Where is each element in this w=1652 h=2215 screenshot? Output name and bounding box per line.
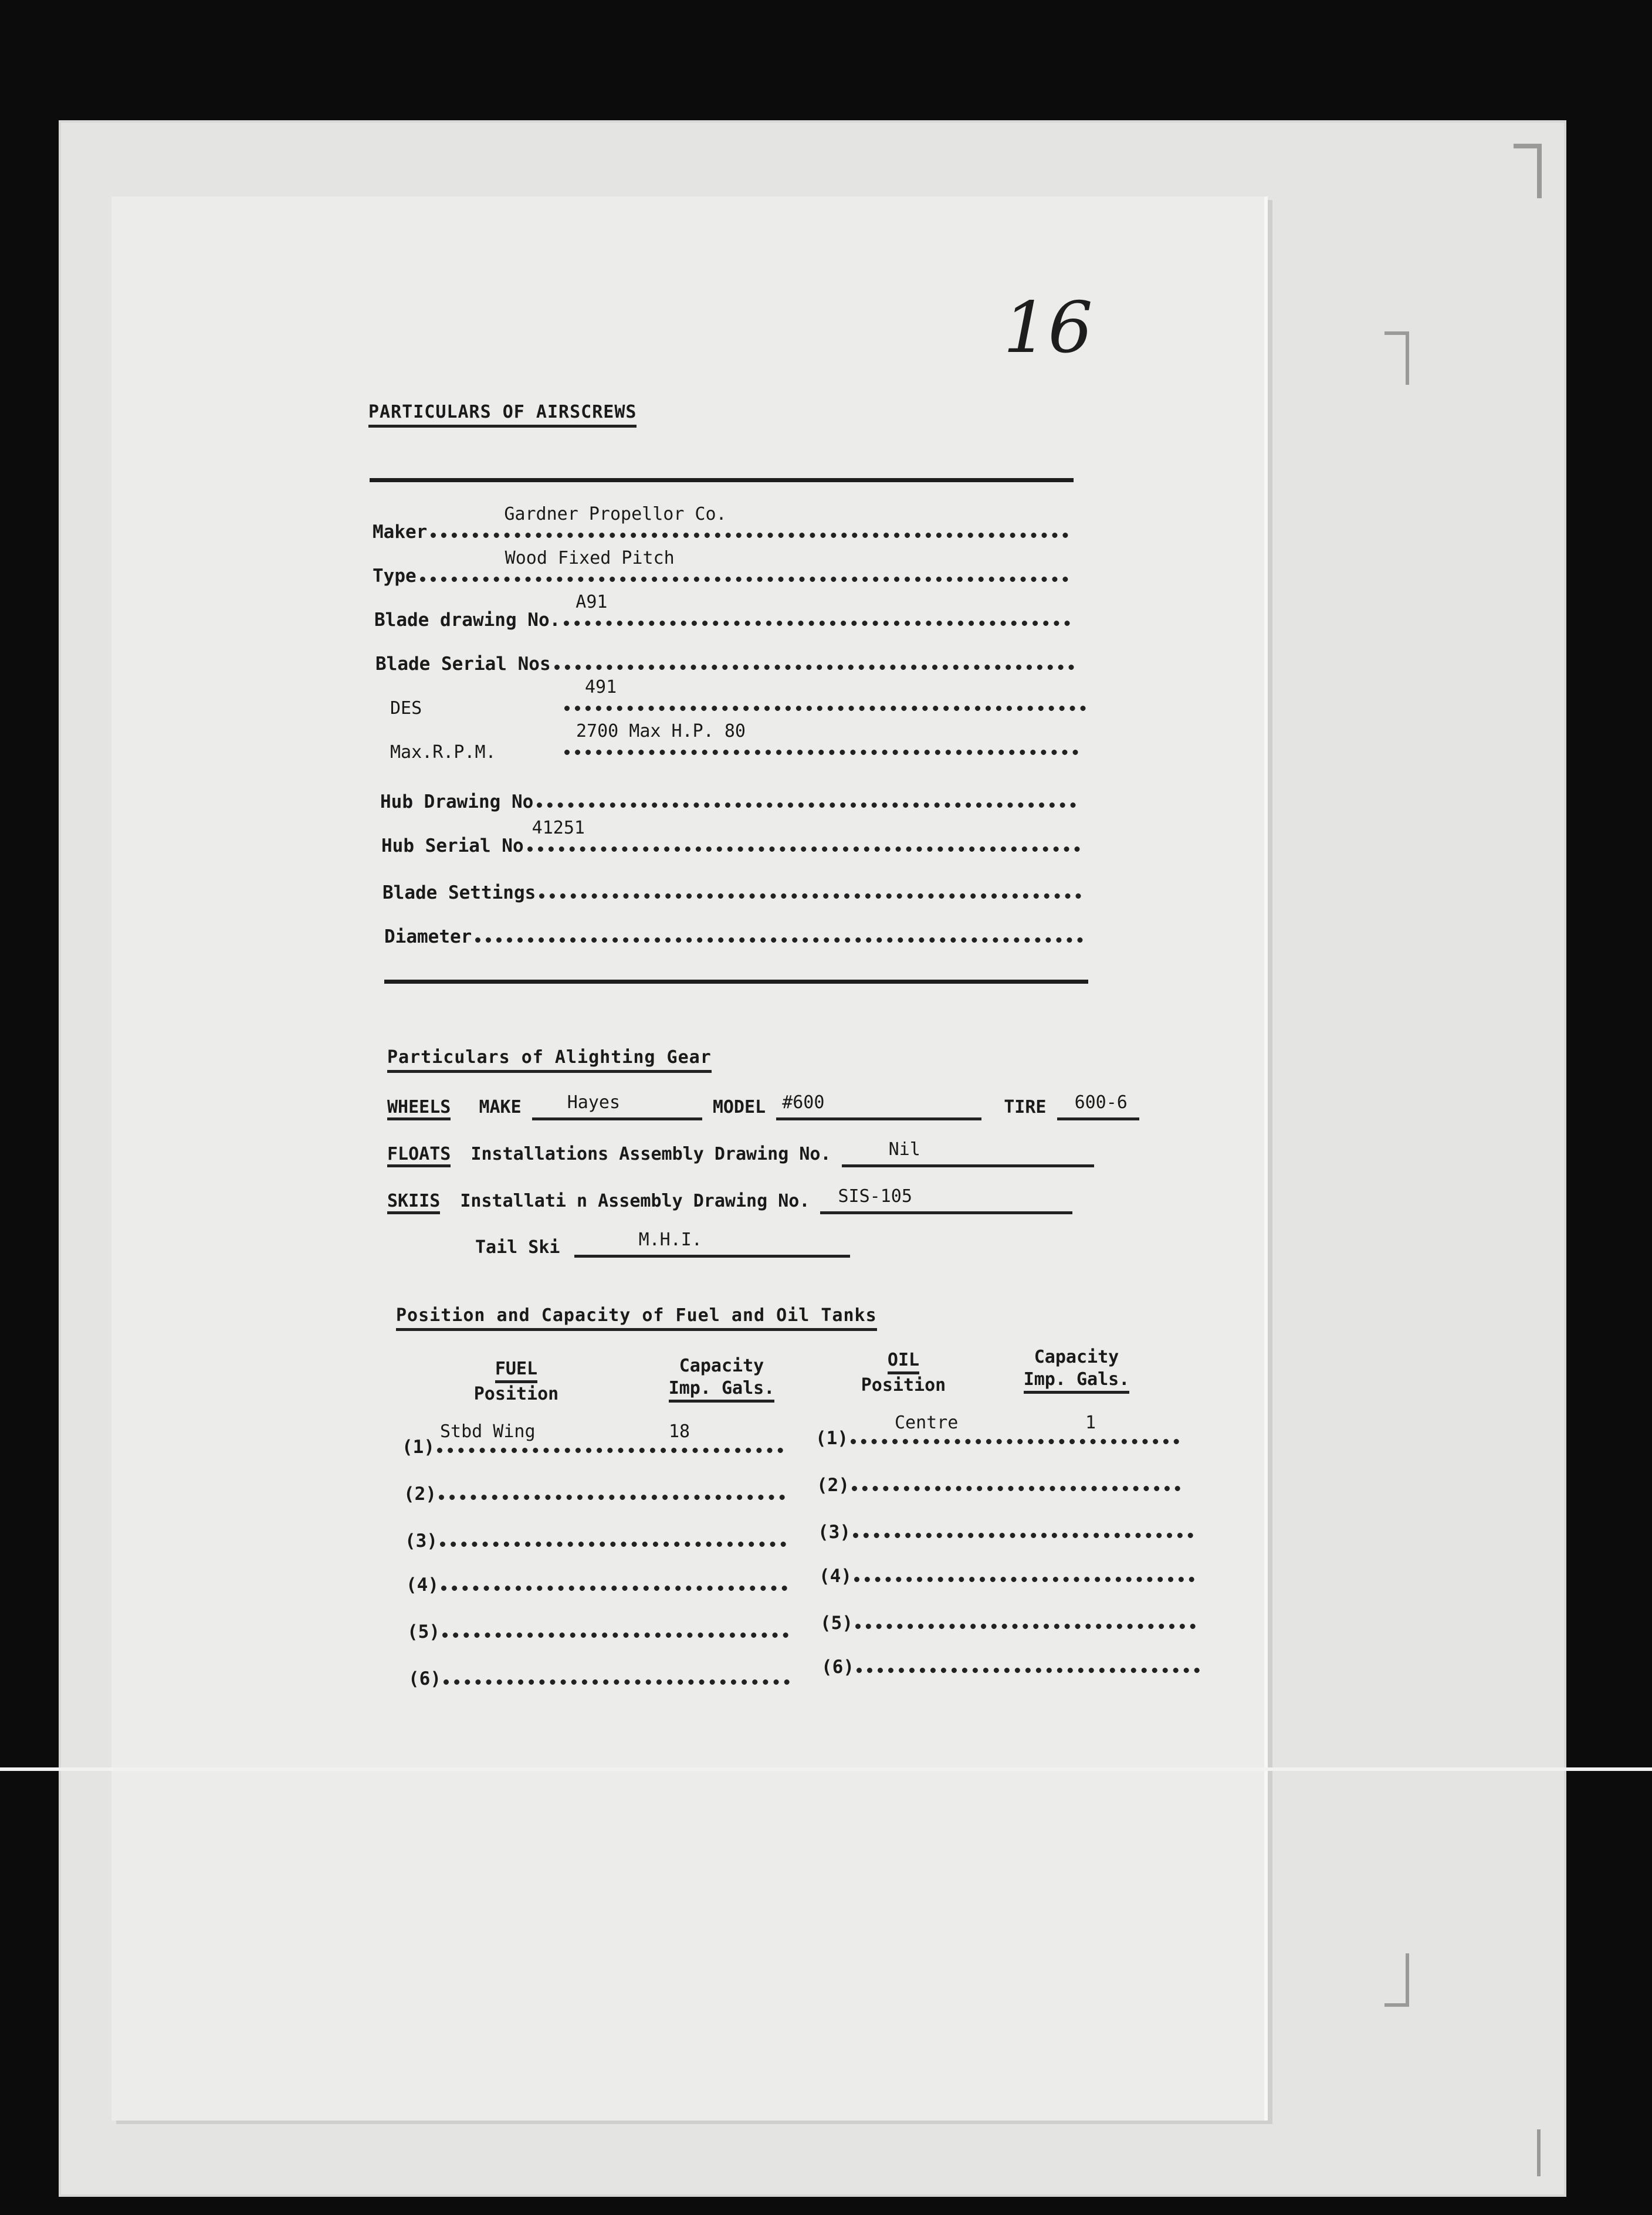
- skis-value: SIS-105: [838, 1186, 912, 1207]
- maker-field: Maker Gardner Propellor Co.: [373, 519, 1071, 543]
- skis-row: SKIIS Installati n Assembly Drawing No. SIS-105: [387, 1191, 1072, 1214]
- oil-row: (5): [820, 1610, 1196, 1634]
- oil-column-header: OIL Position: [861, 1350, 946, 1396]
- blade-drawing-value: A91: [576, 592, 608, 612]
- tail-ski-value: M.H.I.: [638, 1230, 702, 1250]
- max-rpm-value: 2700 Max H.P. 80: [576, 721, 746, 741]
- airscrews-heading: PARTICULARS OF AIRSCREWS: [368, 402, 637, 428]
- tanks-heading: Position and Capacity of Fuel and Oil Tanks: [396, 1305, 877, 1331]
- wheels-tire-value: 600-6: [1074, 1092, 1128, 1113]
- hub-serial-value: 41251: [532, 818, 585, 838]
- oil-row: (4): [819, 1563, 1194, 1587]
- max-rpm-field: [564, 721, 1081, 760]
- top-rule: [370, 478, 1074, 482]
- max-rpm-label: Max.R.P.M.: [390, 742, 496, 763]
- floats-row: FLOATS Installations Assembly Drawing No. Nil: [387, 1144, 1094, 1167]
- hub-drawing-field: Hub Drawing No: [380, 789, 1078, 812]
- blade-drawing-field: Blade drawing No. A91: [374, 607, 1072, 631]
- oil-row: (3): [818, 1519, 1193, 1543]
- corner-mark: [1514, 144, 1542, 198]
- hub-serial-field: Hub Serial No 41251: [381, 833, 1082, 856]
- fuel-row: (1) Stbd Wing 18: [402, 1434, 783, 1458]
- oil-position-value: Centre: [895, 1413, 959, 1433]
- fuel-column-header: FUEL Position: [473, 1359, 559, 1404]
- fuel-position-value: Stbd Wing: [440, 1421, 536, 1442]
- fuel-row: (3): [405, 1528, 786, 1552]
- floats-value: Nil: [888, 1139, 920, 1160]
- oil-row: (2): [817, 1472, 1180, 1496]
- maker-value: Gardner Propellor Co.: [504, 504, 727, 524]
- fuel-row: (2): [404, 1481, 785, 1505]
- type-field: Type Wood Fixed Pitch: [373, 563, 1071, 587]
- blade-settings-field: Blade Settings: [382, 880, 1084, 903]
- des-value: 491: [585, 677, 617, 697]
- bottom-rule: [384, 980, 1088, 984]
- type-value: Wood Fixed Pitch: [505, 548, 675, 568]
- corner-mark: [1384, 331, 1409, 385]
- fuel-capacity-value: 18: [669, 1421, 690, 1442]
- corner-mark: [1384, 1953, 1409, 2007]
- fuel-row: (4): [406, 1572, 787, 1596]
- fuel-row: (6): [408, 1666, 790, 1689]
- corner-mark: [1525, 2129, 1541, 2176]
- scan-line: [0, 1767, 1652, 1771]
- wheels-make-value: Hayes: [567, 1092, 621, 1113]
- diameter-field: Diameter: [384, 924, 1085, 947]
- tail-ski-row: Tail Ski M.H.I.: [475, 1235, 850, 1258]
- blade-serial-field: Blade Serial Nos: [375, 651, 1076, 675]
- fuel-row: (5): [407, 1619, 788, 1642]
- oil-row: (1) Centre 1: [815, 1425, 1179, 1449]
- wheels-model-value: #600: [782, 1092, 825, 1113]
- page-number: 16: [1003, 287, 1093, 369]
- oil-row: (6): [821, 1654, 1200, 1678]
- oil-capacity-header: Capacity Imp. Gals.: [1015, 1346, 1138, 1394]
- des-label: DES: [390, 698, 422, 719]
- wheels-row: WHEELS MAKE Hayes MODEL #600 TIRE 600-6: [387, 1097, 1139, 1120]
- oil-capacity-value: 1: [1085, 1413, 1096, 1433]
- fuel-capacity-header: Capacity Imp. Gals.: [663, 1355, 780, 1403]
- alighting-gear-heading: Particulars of Alighting Gear: [387, 1047, 712, 1073]
- des-field: [564, 677, 1088, 716]
